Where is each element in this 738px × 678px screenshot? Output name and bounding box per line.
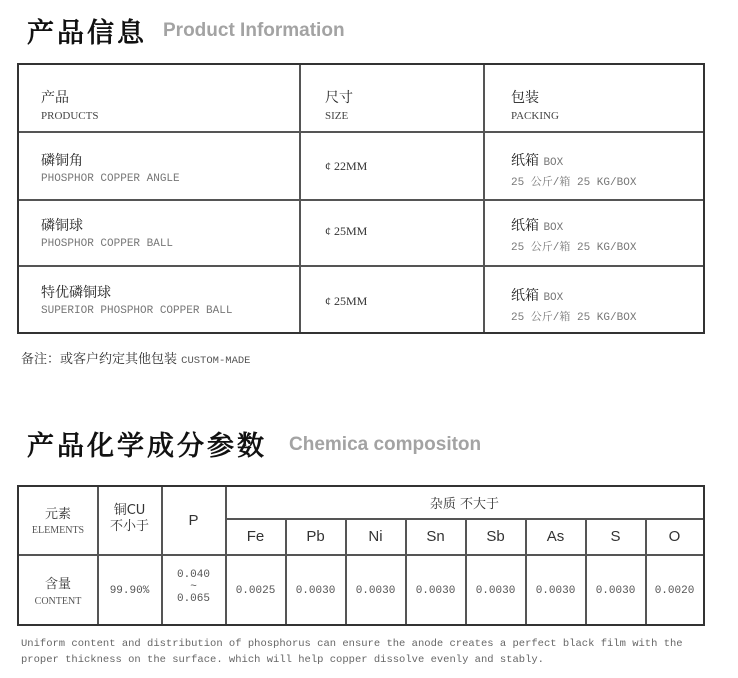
- chemical-title-en: Chemica compositon: [289, 434, 482, 455]
- packing-value: 纸箱 BOX 25 公斤/箱 25 KG/BOX: [511, 218, 637, 254]
- table-row: 磷铜球 PHOSPHOR COPPER BALL: [41, 218, 174, 250]
- cu-header: 铜CU 不小于: [109, 503, 149, 534]
- cu-value: 99.90%: [109, 585, 150, 597]
- product-info-title-en: Product Information: [163, 20, 345, 41]
- product-info-title-cn: 产品信息: [27, 18, 147, 49]
- pb-value: 0.0030: [295, 585, 336, 597]
- s-value: 0.0030: [595, 585, 636, 597]
- chemical-title-cn: 产品化学成分参数: [27, 431, 267, 462]
- content-label: 含量 CONTENT: [34, 577, 82, 607]
- header-size: 尺寸 SIZE: [325, 90, 353, 122]
- header-packing: 包装 PACKING: [511, 90, 559, 122]
- element-o: O: [668, 528, 681, 545]
- packing-note: 备注：或客户约定其他包装 CUSTOM-MADE: [21, 352, 251, 367]
- fe-value: 0.0025: [235, 585, 276, 597]
- elements-header: 元素 ELEMENTS: [31, 507, 85, 536]
- impurity-header: 杂质 不大于: [429, 497, 500, 512]
- packing-value: 纸箱 BOX 25 公斤/箱 25 KG/BOX: [511, 288, 637, 324]
- size-value: ¢ 22MM: [325, 159, 368, 173]
- table-row: 磷铜角 PHOSPHOR COPPER ANGLE: [41, 153, 180, 185]
- as-value: 0.0030: [535, 585, 576, 597]
- table-row: 特优磷铜球 SUPERIOR PHOSPHOR COPPER BALL: [41, 285, 233, 317]
- element-s: S: [610, 528, 621, 545]
- element-pb: Pb: [306, 528, 325, 545]
- footer-description: Uniform content and distribution of phosphorus can ensure the anode creates a perfect black film with the proper thickness on the surface. which will help copper dissolve evenly and stably.: [21, 638, 683, 666]
- element-sn: Sn: [426, 528, 445, 545]
- header-products: 产品 PRODUCTS: [41, 90, 99, 122]
- element-ni: Ni: [368, 528, 383, 545]
- size-value: ¢ 25MM: [325, 294, 368, 308]
- p-header: P: [188, 512, 199, 529]
- sn-value: 0.0030: [415, 585, 456, 597]
- product-table: [17, 63, 705, 334]
- packing-value: 纸箱 BOX 25 公斤/箱 25 KG/BOX: [511, 153, 637, 189]
- element-as: As: [546, 528, 565, 545]
- o-value: 0.0020: [654, 585, 695, 597]
- ni-value: 0.0030: [355, 585, 396, 597]
- p-value: 0.040 ~ 0.065: [176, 569, 210, 605]
- sb-value: 0.0030: [475, 585, 516, 597]
- element-fe: Fe: [246, 528, 265, 545]
- composition-table: [17, 485, 705, 626]
- element-sb: Sb: [486, 528, 505, 545]
- size-value: ¢ 25MM: [325, 224, 368, 238]
